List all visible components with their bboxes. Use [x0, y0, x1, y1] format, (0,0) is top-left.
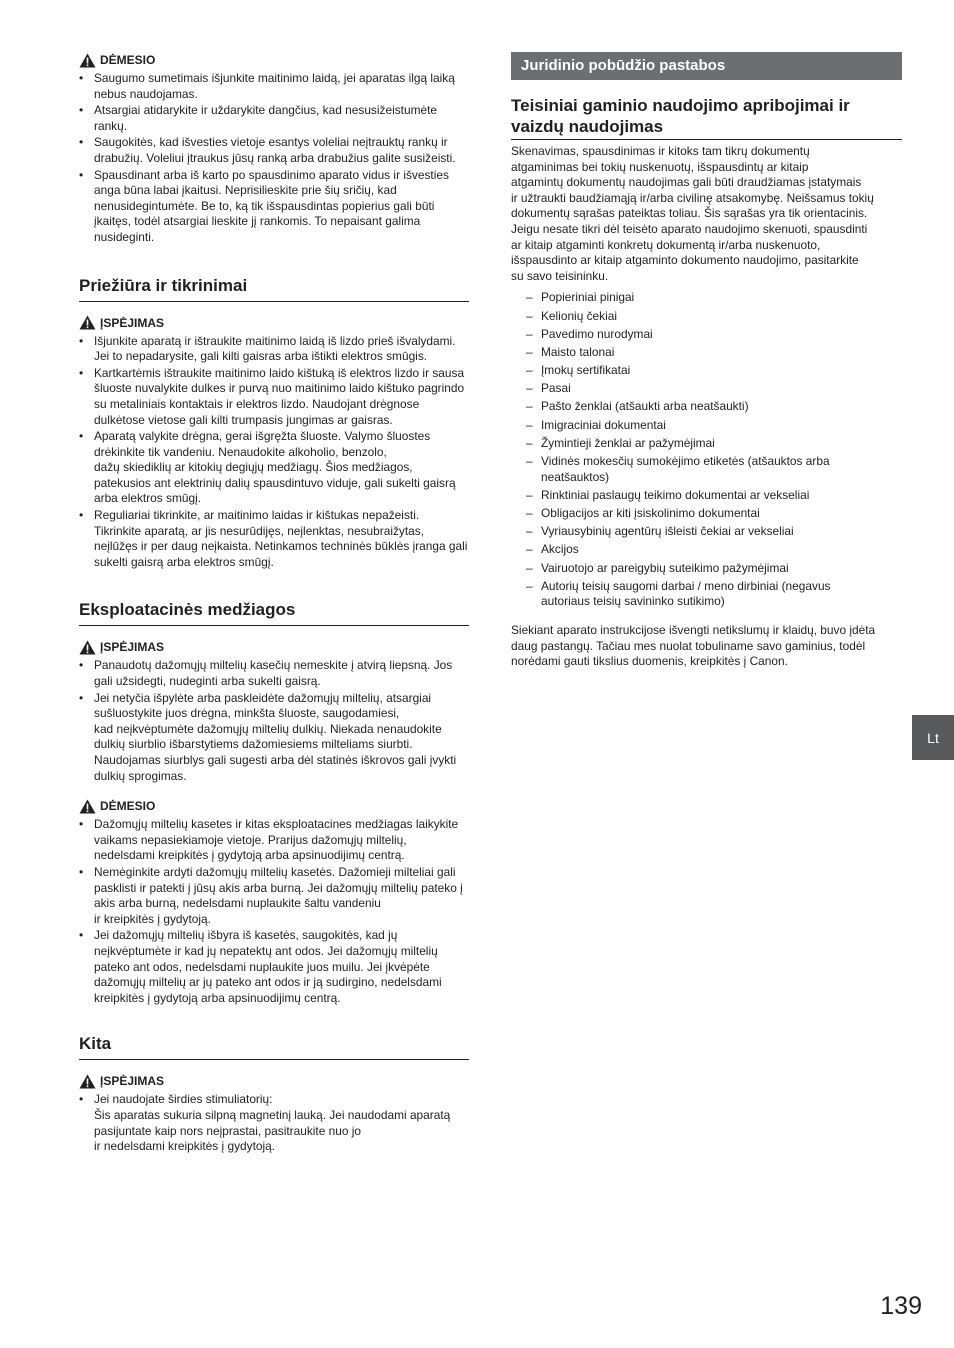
list-item: • Aparatą valykite drėgna, gerai išgręžta šluoste. Valymo šluostes drėkinkite tik vandeniu. Nenaudokite alkoholio, benzolo, dažų skiediklių ar kitokių degiųjų medžiagų. Šios medžiagos, patekusios ant elektrinių dalių spausdintuvo viduje, gali sukelti gaisrą arba elektros smūgį.	[79, 429, 469, 507]
warning-list	[79, 334, 469, 571]
warning-heading	[79, 1073, 469, 1089]
section-consumables	[79, 599, 469, 1006]
caution-list	[79, 817, 469, 1006]
list-item: • Spausdinant arba iš karto po spausdinimo aparato vidus ir išvesties anga būna labai įkaitusi. Neprisilieskite prie šių sričių, kad nenusidegintumėte. Be to, ką tik išspausdintas popierius gali būti įkaitęs, todėl atsargiai lieskite jį rankomis. To nepaisant galima nusideginti.	[79, 168, 469, 246]
list-item: – Pasai	[511, 381, 902, 397]
list-item: • Kartkartėmis ištraukite maitinimo laido kištuką iš elektros lizdo ir sausa šluoste nuvalykite dulkes ir purvą nuo maitinimo laido kištuko pagrindo su metaliniais kontaktais ir elektros lizdo. Naudojant drėgnose dulkėtose vietose gali kilti trumpasis jungimas ar gaisras.	[79, 366, 469, 428]
list-item: – Vyriausybinių agentūrų išleisti čekiai ar vekseliai	[511, 524, 902, 540]
section-maintenance	[79, 275, 469, 571]
list-item: – Popieriniai pinigai	[511, 290, 902, 306]
warning-triangle-icon	[79, 53, 96, 68]
list-item: • Atsargiai atidarykite ir uždarykite dangčius, kad nesusižeistumėte rankų.	[79, 103, 469, 134]
section-title-consumables: Eksploatacinės medžiagos	[79, 599, 469, 626]
list-item: – Maisto talonai	[511, 345, 902, 361]
section-title-other: Kita	[79, 1033, 469, 1060]
list-item: • Reguliariai tikrinkite, ar maitinimo laidas ir kištukas nepažeisti. Tikrinkite aparatą, ar jis nesurūdijęs, neįlenktas, nesubraižytas, neįlūžęs ir per daug neįkaista. Netinkamos techninės būklės įranga gali sukelti gaisrą arba elektros smūgį.	[79, 508, 469, 570]
section-title-legal: Teisiniai gaminio naudojimo apribojimai ir vaizdų naudojimas	[511, 95, 902, 140]
warning-heading-text: ĮSPĖJIMAS	[100, 315, 165, 330]
intro-paragraph: Skenavimas, spausdinimas ir kitoks tam tikrų dokumentų atgaminimas bei tokių nuskenuotų, išspausdintų ar kitaip atgamintų dokumentų naudojimas gali būti draudžiamas įstatymais ir užtraukti baudžiamąją ir/arba civilinę atsakomybę. Neišsamus tokių dokumentų sąrašas pateiktas toliau. Šis sąrašas yra tik orientacinis. Jeigu nesate tikri dėl teisėto aparato naudojimo skenuoti, spausdinti ar kitaip atgaminti konkretų dokumentą ir/arba nuskenuoto, išspausdinto ar kitaip atgaminto dokumento naudojimo, pasitarkite su savo teisininku.	[511, 144, 874, 283]
warning-heading	[79, 639, 469, 655]
list-item: – Autorių teisių saugomi darbai / meno dirbiniai (negavus autoriaus teisių savininko sutikimo)	[511, 579, 902, 610]
list-item: – Pašto ženklai (atšaukti arba neatšaukti)	[511, 399, 902, 415]
list-item: • Panaudotų dažomųjų miltelių kasečių nemeskite į atvirą liepsną. Jos gali užsidegti, nudeginti arba sukelti gaisrą.	[79, 658, 469, 689]
section-title-maintenance: Priežiūra ir tikrinimai	[79, 275, 469, 302]
caution-list	[79, 71, 469, 246]
warning-heading-text: ĮSPĖJIMAS	[100, 640, 165, 655]
warning-heading-text: ĮSPĖJIMAS	[100, 1074, 165, 1089]
warning-triangle-icon	[79, 315, 96, 330]
list-item: – Vidinės mokesčių sumokėjimo etiketės (atšauktos arba neatšauktos)	[511, 454, 902, 485]
list-item: – Įmokų sertifikatai	[511, 363, 902, 379]
list-item: • Išjunkite aparatą ir ištraukite maitinimo laidą iš lizdo prieš išvalydami. Jei to nepadarysite, gali kilti gaisras arba ištikti elektros smūgis.	[79, 334, 469, 365]
list-item: – Pavedimo nurodymai	[511, 327, 902, 343]
caution-heading-text: DĖMESIO	[100, 53, 156, 67]
list-item: • Nemėginkite ardyti dažomųjų miltelių kasetės. Dažomieji milteliai gali pasklisti ir patekti į jūsų akis arba burną. Jei dažomųjų miltelių pateko į akis arba burną, nedelsdami nuplaukite šaltu vandeniu ir kreipkitės į gydytoją.	[79, 865, 469, 927]
restricted-documents-list	[511, 290, 902, 610]
list-item: • Jei dažomųjų miltelių išbyra iš kasetės, saugokitės, kad jų neįkvėptumėte ir kad jų nepatektų ant odos. Jei dažomųjų miltelių pateko ant odos, nedelsdami nuplaukite juos muilu. Jei įkvėpėte dažomųjų miltelių ar jų pateko ant odos ir ją sudirgino, nedelsdami kreipkitės į gydytoją arba apsinuodijimų centrą.	[79, 928, 469, 1006]
warning-triangle-icon	[79, 799, 96, 814]
warning-triangle-icon	[79, 640, 96, 655]
page-number: 139	[880, 1292, 922, 1320]
caution-heading	[79, 798, 469, 814]
right-column	[511, 52, 902, 670]
list-item: – Žymintieji ženklai ar pažymėjimai	[511, 436, 902, 452]
list-item: • Dažomųjų miltelių kasetes ir kitas eksploatacines medžiagas laikykite vaikams nepasiekiamoje vietoje. Prarijus dažomųjų miltelių, nedelsdami kreipkitės į gydytoją arba apsinuodijimų centrą.	[79, 817, 469, 864]
section-other	[79, 1033, 469, 1154]
caution-heading	[79, 52, 469, 68]
left-column	[79, 52, 469, 1156]
list-item: – Akcijos	[511, 542, 902, 558]
list-item: • Saugokitės, kad išvesties vietoje esantys voleliai neįtrauktų rankų ir drabužių. Voleliui įtraukus jūsų ranką arba drabužius galite susižeisti.	[79, 135, 469, 166]
language-tab[interactable]: Lt	[912, 715, 954, 760]
caution-block-safety	[79, 52, 469, 246]
section-band-legal: Juridinio pobūdžio pastabos	[511, 52, 902, 80]
closing-paragraph: Siekiant aparato instrukcijose išvengti netikslumų ir klaidų, buvo įdėta daug pastangų. Tačiau mes nuolat tobuliname savo gaminius, todėl norėdami gauti tikslius duomenis, kreipkitės į Canon.	[511, 622, 876, 669]
list-item: – Obligacijos ar kiti įsiskolinimo dokumentai	[511, 506, 902, 522]
list-item: – Kelionių čekiai	[511, 309, 902, 325]
list-item: • Jei naudojate širdies stimuliatorių: Šis aparatas sukuria silpną magnetinį lauką. Jei naudodami aparatą pasijuntate kaip nors neįprastai, pasitraukite nuo jo ir nedelsdami kreipkitės į gydytoją.	[79, 1092, 469, 1154]
list-item: • Saugumo sumetimais išjunkite maitinimo laidą, jei aparatas ilgą laiką nebus naudojamas.	[79, 71, 469, 102]
caution-heading-text: DĖMESIO	[100, 799, 156, 814]
warning-list	[79, 658, 469, 784]
warning-list	[79, 1092, 469, 1154]
list-item: – Imigraciniai dokumentai	[511, 418, 902, 434]
list-item: • Jei netyčia išpylėte arba paskleidėte dažomųjų miltelių, atsargiai sušluostykite juos drėgna, minkšta šluoste, saugodamiesi, kad neįkvėptumėte dažomųjų miltelių dulkių. Niekada nenaudokite dulkių siurblio išbarstytiems dažomiesiems milteliams siurbti. Naudojamas siurblys gali sugesti arba dėl statinės iškrovos gali įvykti dulkių sprogimas.	[79, 691, 469, 785]
warning-heading	[79, 315, 469, 331]
warning-triangle-icon	[79, 1074, 96, 1089]
list-item: – Vairuotojo ar pareigybių suteikimo pažymėjimai	[511, 561, 902, 577]
list-item: – Rinktiniai paslaugų teikimo dokumentai ar vekseliai	[511, 488, 902, 504]
